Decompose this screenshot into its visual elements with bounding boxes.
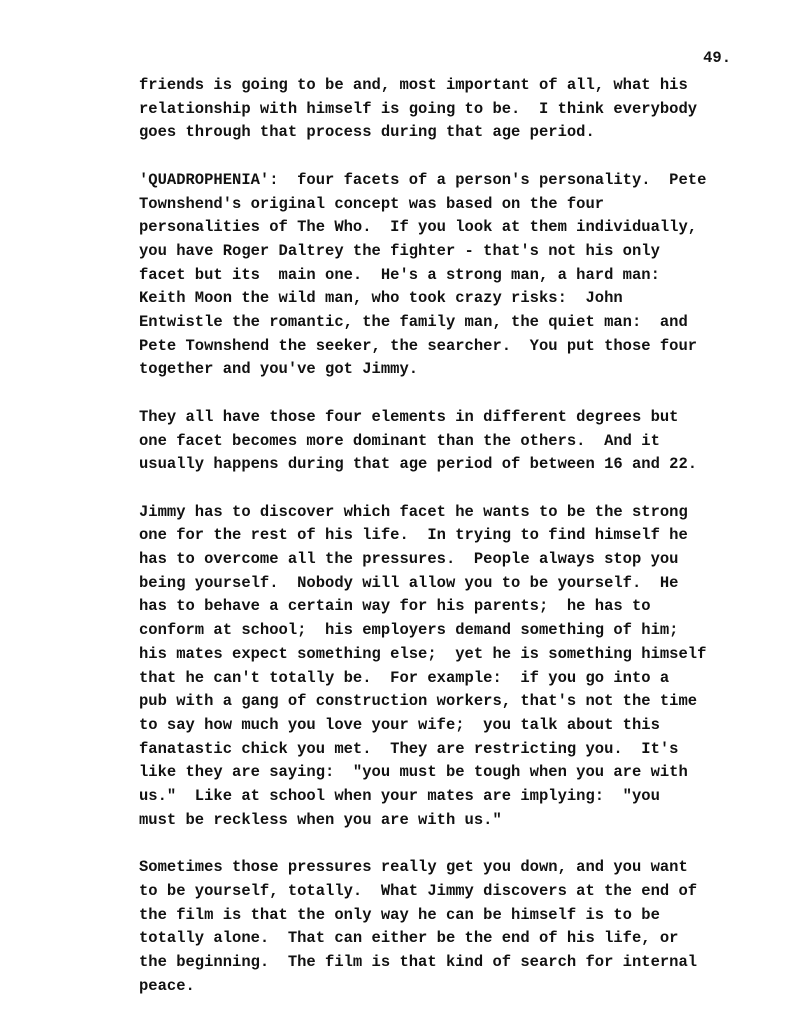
text-line: Keith Moon the wild man, who took crazy risks: John	[139, 289, 623, 308]
text-line: that he can't totally be. For example: if you go into a	[139, 668, 670, 687]
paragraph	[139, 856, 739, 998]
text-line: together and you've got Jimmy.	[139, 360, 419, 379]
text-line: Pete Townshend the seeker, the searcher. You put those four	[139, 336, 698, 355]
paragraph	[139, 501, 739, 833]
text-line: to be yourself, totally. What Jimmy discovers at the end of	[139, 881, 698, 900]
text-line: relationship with himself is going to be. I think everybody	[139, 99, 698, 118]
text-line: has to behave a certain way for his parents; he has to	[139, 597, 651, 616]
text-line: must be reckless when you are with us."	[139, 810, 502, 829]
text-line: one for the rest of his life. In trying to find himself he	[139, 526, 688, 545]
text-line: goes through that process during that age period.	[139, 123, 595, 142]
text-line: friends is going to be and, most important of all, what his	[139, 76, 688, 94]
text-line: has to overcome all the pressures. People always stop you	[139, 550, 679, 569]
text-line: being yourself. Nobody will allow you to be yourself. He	[139, 573, 679, 592]
text-line: to say how much you love your wife; you talk about this	[139, 715, 660, 734]
text-line: 'QUADROPHENIA': four facets of a person's personality. Pete	[139, 170, 707, 189]
text-line: They all have those four elements in different degrees but	[139, 407, 679, 426]
paragraph	[139, 74, 739, 145]
text-line: us." Like at school when your mates are implying: "you	[139, 787, 660, 806]
text-line: conform at school; his employers demand something of him;	[139, 621, 679, 640]
text-line: like they are saying: "you must be tough when you are with	[139, 763, 688, 782]
text-line: Entwistle the romantic, the family man, the quiet man: and	[139, 313, 688, 332]
page-number: 49.	[703, 49, 731, 67]
text-line: the film is that the only way he can be himself is to be	[139, 905, 660, 924]
text-line: the beginning. The film is that kind of search for internal	[139, 952, 698, 971]
text-line: pub with a gang of construction workers, that's not the time	[139, 692, 698, 711]
text-line: fanatastic chick you met. They are restricting you. It's	[139, 739, 679, 758]
text-line: Sometimes those pressures really get you down, and you want	[139, 858, 688, 877]
text-line: Jimmy has to discover which facet he wants to be the strong	[139, 502, 688, 521]
text-line: usually happens during that age period of between 16 and 22.	[139, 455, 698, 474]
text-line: you have Roger Daltrey the fighter - that's not his only	[139, 241, 660, 260]
body-text	[139, 74, 739, 1022]
text-line: totally alone. That can either be the end of his life, or	[139, 929, 679, 948]
text-line: Townshend's original concept was based on the four	[139, 194, 605, 213]
text-line: his mates expect something else; yet he is something himself	[139, 644, 707, 663]
paragraph	[139, 169, 739, 382]
text-line: one facet becomes more dominant than the others. And it	[139, 431, 660, 450]
paragraph	[139, 406, 739, 477]
text-line: facet but its main one. He's a strong man, a hard man:	[139, 265, 660, 284]
text-line: personalities of The Who. If you look at them individually,	[139, 218, 698, 237]
text-line: peace.	[139, 976, 195, 995]
